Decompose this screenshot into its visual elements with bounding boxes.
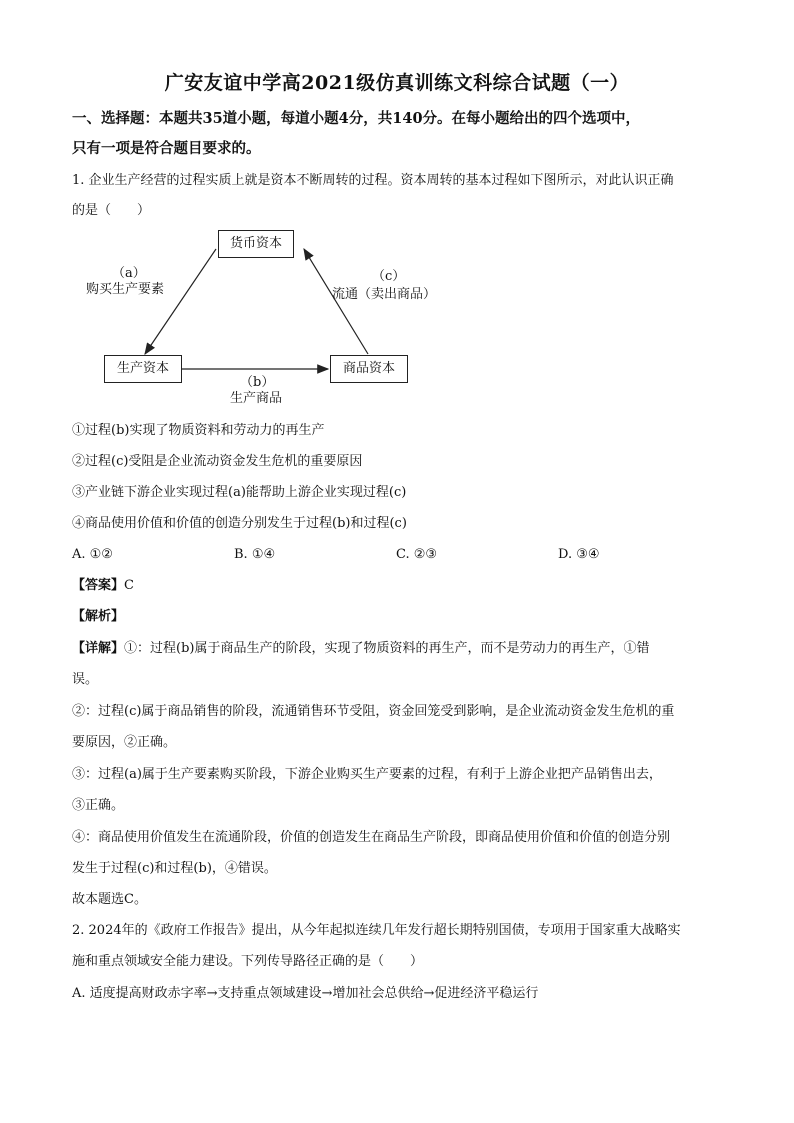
- analysis-label: 【解析】: [72, 609, 125, 624]
- page-title: 广安友谊中学高2021级仿真训练文科综合试题（一）: [164, 72, 630, 94]
- q1-detail-1b: 误。: [72, 672, 99, 687]
- q2-option-a: A. 适度提高财政赤字率→支持重点领域建设→增加社会总供给→促进经济平稳运行: [72, 986, 539, 1001]
- answer-value: C: [124, 578, 134, 593]
- arrow-a: [145, 249, 216, 354]
- section-header-line2: 只有一项是符合题目要求的。: [72, 140, 261, 157]
- q1-option-b: B. ①④: [234, 547, 276, 562]
- detail-1a-text: ①：过程(b)属于商品生产的阶段，实现了物质资料的再生产，而不是劳动力的再生产，①错: [124, 641, 650, 656]
- box-production-capital: 生产资本: [104, 355, 182, 383]
- q1-statement-2: ②过程(c)受阻是企业流动资金发生危机的重要原因: [72, 454, 363, 469]
- q1-statement-3: ③产业链下游企业实现过程(a)能帮助上游企业实现过程(c): [72, 485, 407, 500]
- label-a-tag: （a）: [112, 266, 146, 281]
- section-header-line1: 一、选择题：本题共35道小题，每道小题4分，共140分。在每小题给出的四个选项中，: [72, 110, 641, 127]
- q1-option-a: A. ①②: [72, 547, 113, 562]
- q2-stem-line1: 2. 2024年的《政府工作报告》提出，从今年起拟连续几年发行超长期特别国债，专项用于国家重大战略实: [72, 923, 681, 938]
- label-b-tag: （b）: [240, 375, 275, 390]
- q1-statement-1: ①过程(b)实现了物质资料和劳动力的再生产: [72, 423, 325, 438]
- q1-detail-3a: ③：过程(a)属于生产要素购买阶段，下游企业购买生产要素的过程，有利于上游企业把产品销售出去，: [72, 767, 662, 782]
- q1-stem-line1: 1. 企业生产经营的过程实质上就是资本不断周转的过程。资本周转的基本过程如下图所示，对此认识正确: [72, 173, 674, 188]
- q1-option-d: D. ③④: [558, 547, 600, 562]
- q1-detail-4a: ④：商品使用价值发生在流通阶段，价值的创造发生在商品生产阶段，即商品使用价值和价值的创造分别: [72, 830, 671, 845]
- q2-stem-line2: 施和重点领域安全能力建设。下列传导路径正确的是（ ）: [72, 954, 424, 969]
- q1-detail-2b: 要原因，②正确。: [72, 735, 177, 750]
- q1-detail-4b: 发生于过程(c)和过程(b)，④错误。: [72, 861, 277, 876]
- label-c-tag: （c）: [372, 269, 406, 284]
- q1-conclusion: 故本题选C。: [72, 892, 147, 907]
- box-money-capital: 货币资本: [218, 230, 294, 258]
- label-a-text: 购买生产要素: [86, 282, 165, 297]
- q1-answer: [72, 576, 732, 596]
- q1-statement-4: ④商品使用价值和价值的创造分别发生于过程(b)和过程(c): [72, 516, 407, 531]
- box-commodity-capital: 商品资本: [330, 355, 408, 383]
- capital-cycle-diagram: [80, 225, 460, 410]
- q1-option-c: C. ②③: [396, 547, 438, 562]
- q1-detail-2a: ②：过程(c)属于商品销售的阶段，流通销售环节受阻，资金回笼受到影响，是企业流动资金发生危机的重: [72, 704, 675, 719]
- q1-detail-3b: ③正确。: [72, 798, 125, 813]
- answer-label: 【答案】: [72, 578, 125, 593]
- label-b-text: 生产商品: [230, 391, 283, 406]
- label-c-text: 流通（卖出商品）: [332, 287, 437, 302]
- q1-detail-1a: [72, 639, 732, 659]
- q1-stem-line2: 的是（ ）: [72, 203, 151, 218]
- detail-label: 【详解】: [72, 641, 125, 656]
